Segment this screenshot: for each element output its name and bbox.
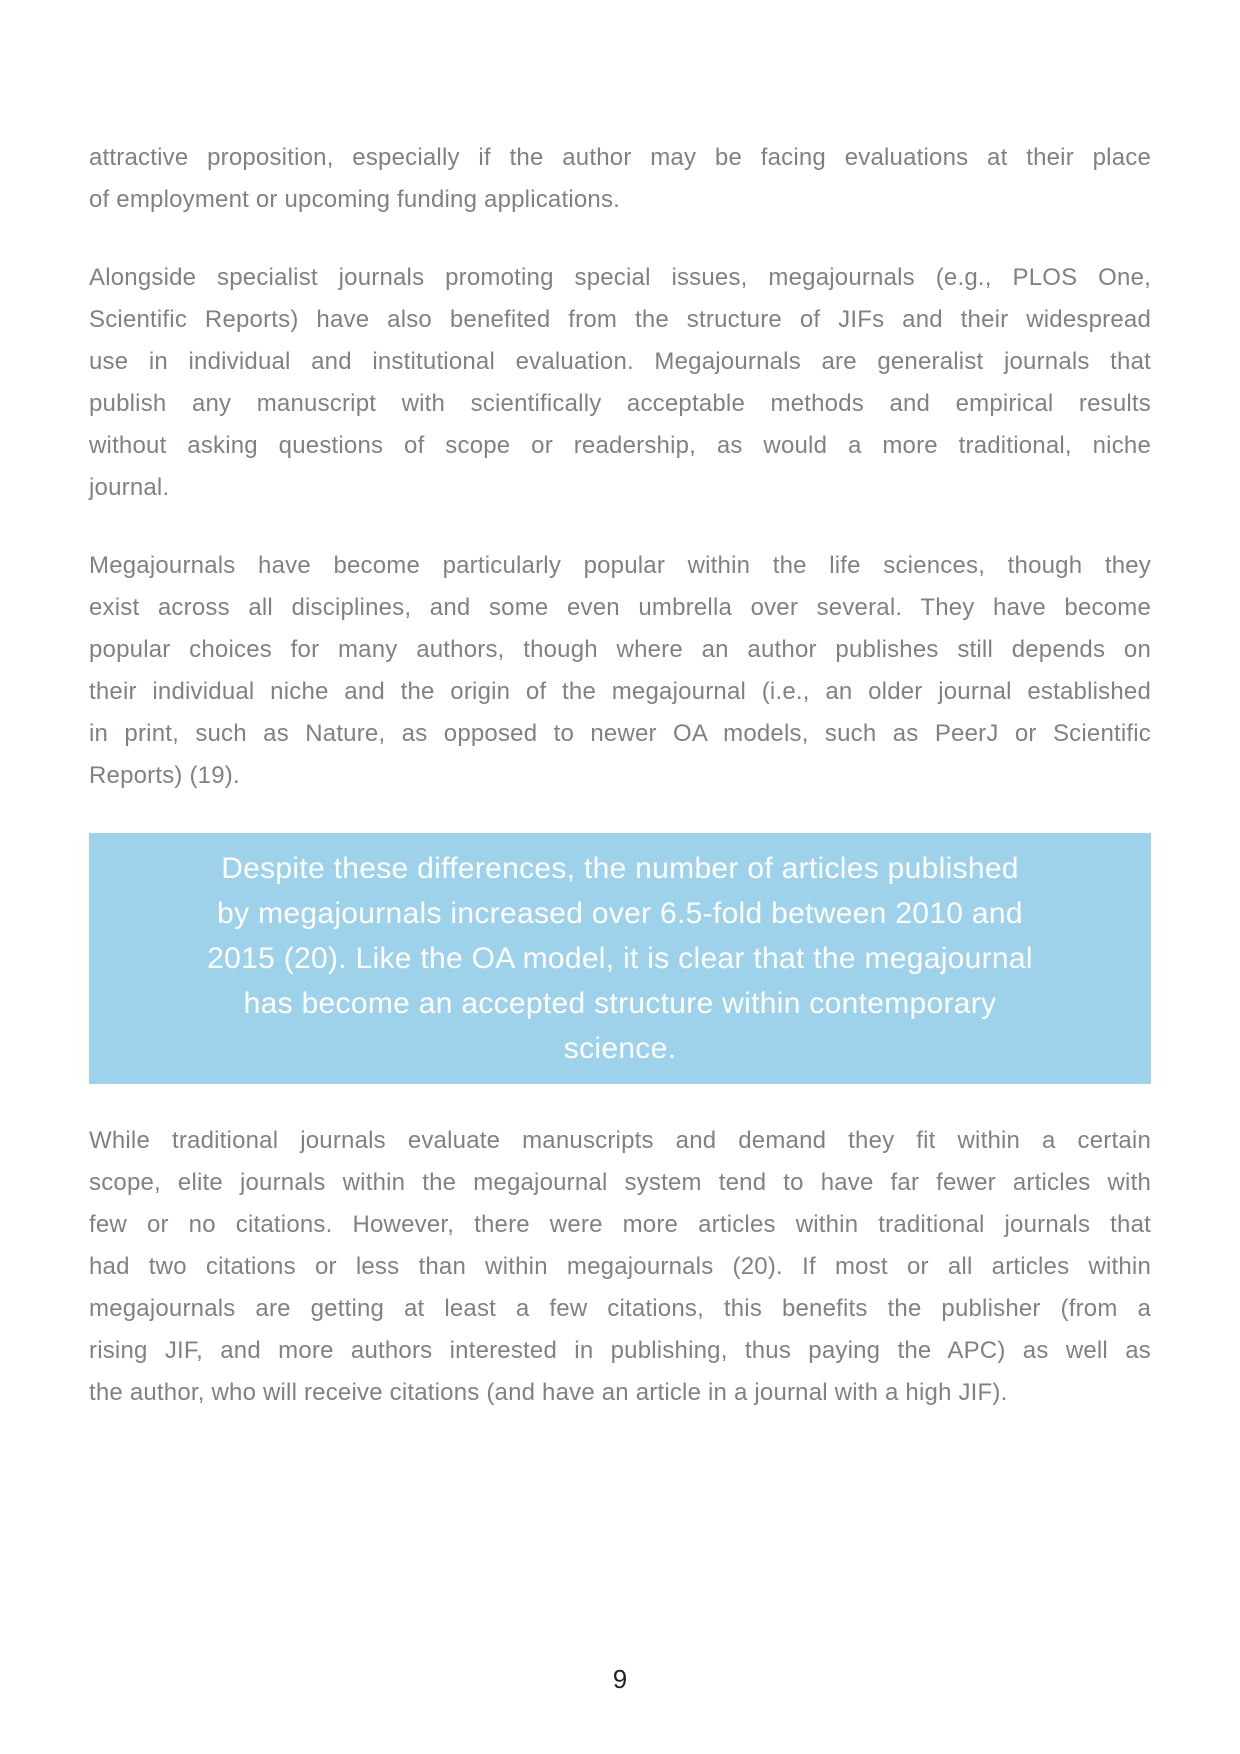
text-line: had two citations or less than within megajournals (20). If most or all articles within <box>89 1253 1151 1280</box>
text-line: 2015 (20). Like the OA model, it is clear that the megajournal <box>207 942 1033 975</box>
text-line: science. <box>563 1032 677 1065</box>
text-line: exist across all disciplines, and some even umbrella over several. They have become <box>89 594 1151 621</box>
text-line: While traditional journals evaluate manuscripts and demand they fit within a certain <box>89 1127 1151 1154</box>
text-line: the author, who will receive citations (and have an article in a journal with a high JIF). <box>89 1379 1008 1406</box>
page-content <box>89 0 1151 1450</box>
text-line: without asking questions of scope or readership, as would a more traditional, niche <box>89 432 1151 459</box>
text-line: of employment or upcoming funding applications. <box>89 186 621 213</box>
text-line: few or no citations. However, there were more articles within traditional journals that <box>89 1211 1151 1238</box>
text-line: has become an accepted structure within contemporary <box>243 987 997 1020</box>
text-line: by megajournals increased over 6.5-fold between 2010 and <box>217 897 1023 930</box>
text-line: scope, elite journals within the megajournal system tend to have far fewer articles with <box>89 1169 1151 1196</box>
page-number: 9 <box>612 1664 628 1694</box>
text-line: use in individual and institutional evaluation. Megajournals are generalist journals that <box>89 348 1151 375</box>
text-line: their individual niche and the origin of the megajournal (i.e., an older journal established <box>89 678 1151 705</box>
body-paragraph <box>89 137 1151 221</box>
text-line: Scientific Reports) have also benefited from the structure of JIFs and their widespread <box>89 306 1151 333</box>
text-line: publish any manuscript with scientifically acceptable methods and empirical results <box>89 390 1151 417</box>
text-line: attractive proposition, especially if the author may be facing evaluations at their place <box>89 144 1151 171</box>
text-line: Despite these differences, the number of articles published <box>221 852 1019 885</box>
text-line: Reports) (19). <box>89 762 240 789</box>
text-line: popular choices for many authors, though where an author publishes still depends on <box>89 636 1151 663</box>
body-paragraph <box>89 1120 1151 1414</box>
body-paragraph <box>89 257 1151 509</box>
text-line: Megajournals have become particularly popular within the life sciences, though they <box>89 552 1151 579</box>
body-paragraph <box>89 545 1151 797</box>
callout-box <box>89 833 1151 1084</box>
text-line: Alongside specialist journals promoting special issues, megajournals (e.g., PLOS One, <box>89 264 1151 291</box>
text-line: rising JIF, and more authors interested in publishing, thus paying the APC) as well as <box>89 1337 1151 1364</box>
page-footer <box>0 1666 1240 1693</box>
text-line: in print, such as Nature, as opposed to newer OA models, such as PeerJ or Scientific <box>89 720 1151 747</box>
text-line: megajournals are getting at least a few citations, this benefits the publisher (from a <box>89 1295 1151 1322</box>
text-line: journal. <box>89 474 170 501</box>
